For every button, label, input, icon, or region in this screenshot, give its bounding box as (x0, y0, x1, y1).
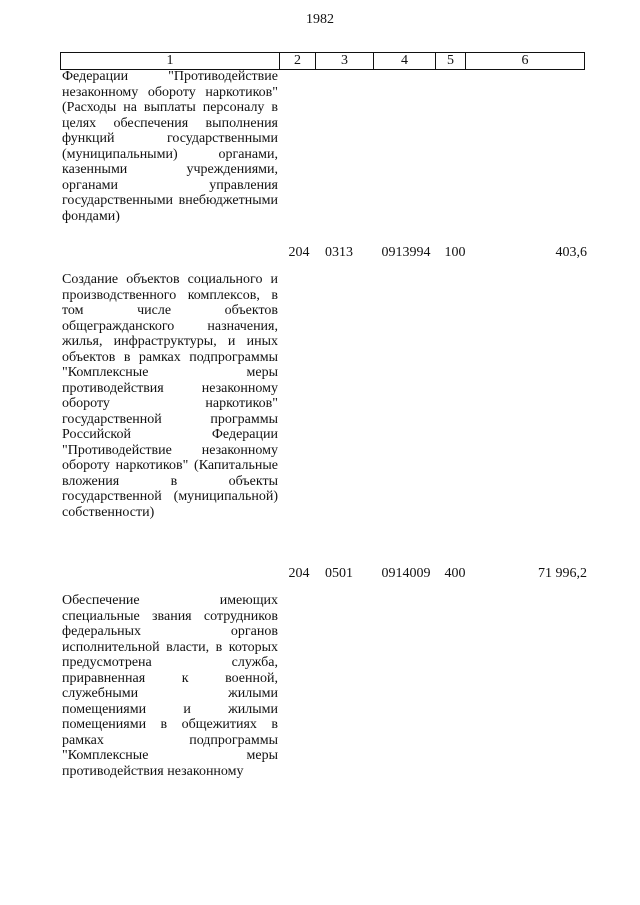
row-description: Федерации "Противодействие незаконному обороту наркотиков" (Расходы на выплаты персоналу в целях обеспечения выполнения функций государственными (муниципальными) органами, казенными учреждениями, органами управления государственными внебюджетными фондами) (62, 69, 278, 224)
column-number-4: 4 (374, 53, 436, 70)
row-code-4: 0914009 (381, 566, 431, 581)
row-amount: 71 996,2 (538, 566, 587, 581)
column-number-row (61, 53, 585, 70)
column-number-6: 6 (466, 53, 585, 70)
row-code-4: 0913994 (381, 245, 431, 260)
row-code-5: 400 (444, 566, 466, 581)
row-description: Обеспечение имеющих специальные звания сотрудников федеральных органов исполнительной власти, в которых предусмотрена служба, приравненная к военной, служебными жилыми помещениями и жилыми помещениями в общежитиях в рамках подпрограммы "Комплексные меры противодействия незаконному (62, 593, 278, 779)
column-number-2: 2 (280, 53, 316, 70)
row-code-2: 204 (288, 566, 310, 581)
row-amount: 403,6 (555, 245, 587, 260)
column-number-1: 1 (61, 53, 280, 70)
row-code-5: 100 (444, 245, 466, 260)
row-code-2: 204 (288, 245, 310, 260)
row-code-3: 0313 (325, 245, 353, 260)
column-number-5: 5 (436, 53, 466, 70)
row-description: Создание объектов социального и производственного комплексов, в том числе объектов общегражданского назначения, жилья, инфраструктуры, и иных объектов в рамках подпрограммы "Комплексные меры противодействия незаконному обороту наркотиков" государственной программы Российской Федерации "Противодействие незаконному обороту наркотиков" (Капитальные вложения в объекты государственной (муниципальной) собственности) (62, 272, 278, 520)
page-number: 1982 (306, 12, 334, 27)
row-code-3: 0501 (325, 566, 353, 581)
column-header-table (60, 52, 585, 70)
column-number-3: 3 (316, 53, 374, 70)
